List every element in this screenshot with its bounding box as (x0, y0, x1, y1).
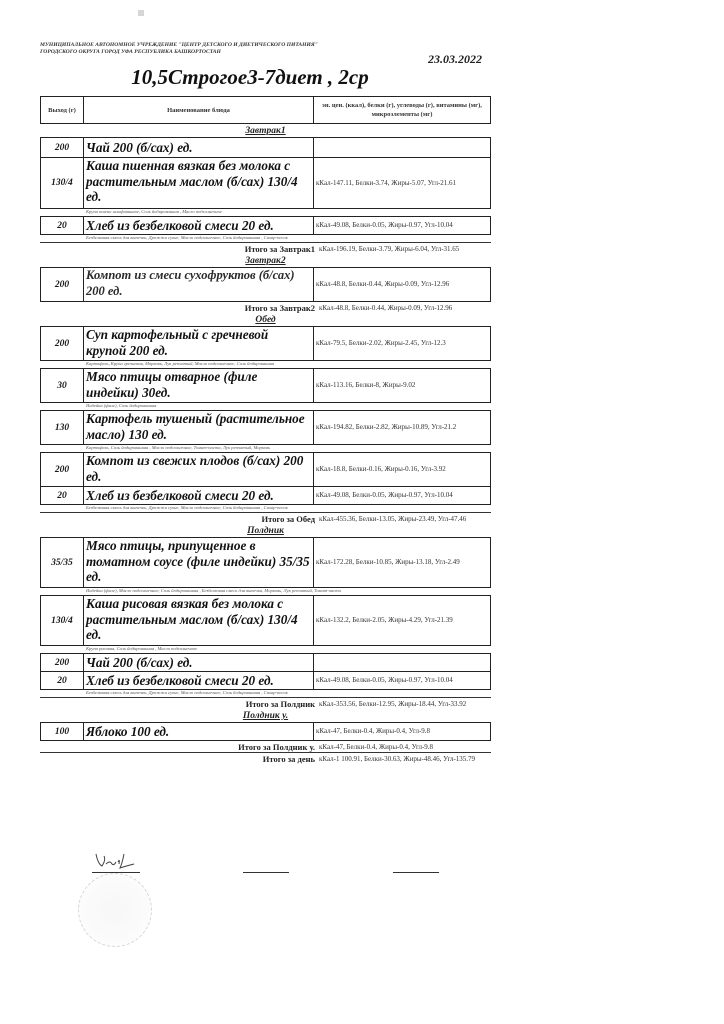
dish-nutrition (314, 138, 490, 157)
meal-table-breakfast1 (40, 137, 491, 209)
day-total (40, 754, 491, 764)
dish-nutrition: кКал-79.5, Белки-2.02, Жиры-2.45, Угл-12.3 (316, 339, 446, 347)
table-row (41, 268, 490, 301)
dish-yield: 20 (41, 672, 84, 689)
dish-name: Мясо птицы, припущенное в томатном соусе (филе индейки) 35/35 ед. (84, 538, 314, 587)
meal-total-label: Итого за Обед (261, 514, 315, 524)
dish-nutrition: кКал-48.8, Белки-0.44, Жиры-0.09, Угл-12.96 (316, 280, 450, 288)
dish-name: Хлеб из безбелковой смеси 20 ед. (84, 672, 314, 689)
meal-table-snack-late (40, 722, 491, 741)
meal-total (40, 303, 491, 313)
menu-document (40, 96, 491, 764)
dish-nutrition (314, 654, 490, 671)
table-row (41, 671, 490, 689)
meal-total-label: Итого за Завтрак1 (244, 244, 315, 254)
table-row (41, 453, 490, 486)
dish-name: Чай 200 (б/сах) ед. (84, 138, 314, 157)
table-row (41, 723, 490, 740)
meal-total-value: кКал-196.19, Белки-3.79, Жиры-6.04, Угл-31.65 (319, 245, 460, 253)
table-row (41, 138, 490, 157)
meal-table-snack-tea-bread (40, 653, 491, 690)
meal-table-lunch-drinks (40, 452, 491, 505)
header-yield: Выход (г) (41, 97, 84, 123)
table-row (41, 217, 490, 234)
divider (40, 512, 491, 513)
dish-name: Каша пшенная вязкая без молока с растительным маслом (б/сах) 130/4 ед. (84, 158, 314, 208)
divider (40, 242, 491, 243)
dish-name: Компот из свежих плодов (б/сах) 200 ед. (84, 453, 314, 486)
meal-title-breakfast2: Завтрак2 (245, 256, 286, 266)
dish-yield: 200 (41, 268, 84, 301)
meal-table-breakfast1-bread (40, 216, 491, 235)
scan-artifact (138, 10, 144, 16)
dish-name: Чай 200 (б/сах) ед. (84, 654, 314, 671)
day-total-label: Итого за день (262, 754, 315, 764)
signature-line-2 (243, 872, 289, 874)
header-nutrition: эн. цен. (ккал), белки (г), углеводы (г), витамины (мг), микроэлементы (мг) (322, 102, 482, 118)
dish-yield: 200 (41, 654, 84, 671)
dish-name: Картофель тушеный (растительное масло) 130 ед. (84, 411, 314, 444)
table-row (41, 596, 490, 645)
divider (40, 697, 491, 698)
dish-nutrition: кКал-49.08, Белки-0.05, Жиры-0.97, Угл-10.04 (316, 221, 453, 229)
dish-ingredients: Безбелковая смесь для выпечки, Дрожжи сухие, Масло подсолнечное, Соль йодированная , Сахар-песок (86, 235, 288, 240)
day-total-value: кКал-1 100.91, Белки-30.63, Жиры-48.46, Угл-135.79 (319, 755, 476, 763)
dish-yield: 20 (41, 217, 84, 234)
signature-line-3 (393, 872, 439, 874)
meal-title-snack-late: Полдник у. (242, 711, 289, 721)
meal-table-lunch-meat (40, 368, 491, 403)
dish-ingredients: Крупа рисовая, Соль йодированная , Масло подсолнечное (86, 646, 198, 651)
dish-name: Компот из смеси сухофруктов (б/сах) 200 ед. (84, 268, 314, 301)
dish-yield: 130/4 (41, 596, 84, 645)
meal-total-value: кКал-48.8, Белки-0.44, Жиры-0.09, Угл-12.96 (319, 304, 453, 312)
dish-name: Суп картофельный с гречневой крупой 200 ед. (84, 327, 314, 360)
dish-ingredients: Индейка (филе), Масло подсолнечное, Соль йодированная , Безбелковая смесь для выпечки, Морковь, Лук репчатый, Томат-паста (86, 588, 341, 593)
table-header (40, 96, 491, 124)
stamp-icon (78, 873, 152, 947)
dish-nutrition: кКал-49.08, Белки-0.05, Жиры-0.97, Угл-10.04 (316, 491, 453, 499)
meal-table-snack-porridge (40, 595, 491, 646)
dish-yield: 30 (41, 369, 84, 402)
meal-title-lunch: Обед (255, 315, 276, 325)
meal-total (40, 742, 491, 752)
dish-ingredients: Безбелковая смесь для выпечки, Дрожжи сухие, Масло подсолнечное, Соль йодированная , Сахар-песок (86, 690, 288, 695)
meal-total-value: кКал-47, Белки-0.4, Жиры-0.4, Угл-9.8 (319, 743, 434, 751)
dish-yield: 200 (41, 138, 84, 157)
meal-total (40, 244, 491, 254)
dish-ingredients: Картофель, Крупа гречневая, Морковь, Лук репчатый, Масло подсолнечное, Соль йодированная (86, 361, 275, 366)
meal-total-label: Итого за Завтрак2 (244, 303, 315, 313)
dish-yield: 130 (41, 411, 84, 444)
table-row (41, 654, 490, 671)
dish-nutrition: кКал-172.28, Белки-10.85, Жиры-13.18, Угл-2.49 (316, 558, 460, 566)
dish-nutrition: кКал-113.16, Белки-8, Жиры-9.02 (316, 381, 416, 389)
meal-total-value: кКал-353.56, Белки-12.95, Жиры-18.44, Угл-33.92 (319, 700, 467, 708)
meal-table-snack-meat (40, 537, 491, 588)
dish-yield: 130/4 (41, 158, 84, 208)
meal-title-snack: Полдник (247, 526, 284, 536)
dish-name: Хлеб из безбелковой смеси 20 ед. (84, 487, 314, 504)
dish-nutrition: кКал-132.2, Белки-2.05, Жиры-4.29, Угл-21.39 (316, 616, 453, 624)
menu-title: 10,5Строгое3-7диет , 2ср (131, 65, 369, 89)
document-date: 23.03.2022 (428, 52, 482, 66)
dish-nutrition: кКал-194.82, Белки-2.82, Жиры-10.89, Угл-21.2 (316, 423, 457, 431)
dish-ingredients: Безбелковая смесь для выпечки, Дрожжи сухие, Масло подсолнечное, Соль йодированная , Сахар-песок (86, 505, 288, 510)
table-row (41, 327, 490, 360)
meal-title-breakfast1: Завтрак1 (245, 126, 286, 136)
meal-total-label: Итого за Полдник (245, 699, 315, 709)
organization-name: МУНИЦИПАЛЬНОЕ АВТОНОМНОЕ УЧРЕЖДЕНИЕ "ЦЕНТР ДЕТСКОГО И ДИЕТИЧЕСКОГО ПИТАНИЯ" ГОРОДСКОГО ОКРУГА ГОРОД УФА РЕСПУБЛИКА БАШКОРТОСТАН (40, 42, 318, 55)
dish-ingredients: Крупа пшено шлифованное, Соль йодированная , Масло подсолнечное (86, 209, 222, 214)
dish-yield: 20 (41, 487, 84, 504)
meal-total-value: кКал-455.36, Белки-13.05, Жиры-23.49, Угл-47.46 (319, 515, 467, 523)
table-row (41, 538, 490, 587)
meal-total-label: Итого за Полдник у. (238, 742, 315, 752)
dish-yield: 100 (41, 723, 84, 740)
dish-ingredients: Индейка (филе), Соль йодированная (86, 403, 157, 408)
dish-nutrition: кКал-147.11, Белки-3.74, Жиры-5.07, Угл-21.61 (316, 178, 457, 187)
dish-yield: 200 (41, 327, 84, 360)
signature-icon (92, 850, 138, 872)
dish-name: Яблоко 100 ед. (84, 723, 314, 740)
dish-nutrition: кКал-49.08, Белки-0.05, Жиры-0.97, Угл-10.04 (316, 676, 453, 684)
meal-table-lunch-soup (40, 326, 491, 361)
dish-nutrition: кКал-47, Белки-0.4, Жиры-0.4, Угл-9.8 (316, 727, 431, 735)
dish-name: Мясо птицы отварное (филе индейки) 30ед. (84, 369, 314, 402)
table-row (41, 369, 490, 402)
header-dish-name: Наименование блюда (84, 97, 314, 123)
meal-total (40, 514, 491, 524)
divider (40, 752, 491, 753)
meal-table-breakfast2 (40, 267, 491, 302)
dish-ingredients: Картофель, Соль йодированная , Масло подсолнечное, Томат-паста, Лук репчатый, Морковь (86, 445, 271, 450)
meal-total (40, 699, 491, 709)
table-row (41, 157, 490, 208)
dish-nutrition: кКал-18.8, Белки-0.16, Жиры-0.16, Угл-3.92 (316, 465, 446, 473)
table-row (41, 411, 490, 444)
dish-name: Каша рисовая вязкая без молока с растительным маслом (б/сах) 130/4 ед. (84, 596, 314, 645)
meal-table-lunch-potato (40, 410, 491, 445)
dish-name: Хлеб из безбелковой смеси 20 ед. (84, 217, 314, 234)
table-row (41, 486, 490, 504)
dish-yield: 200 (41, 453, 84, 486)
dish-yield: 35/35 (41, 538, 84, 587)
